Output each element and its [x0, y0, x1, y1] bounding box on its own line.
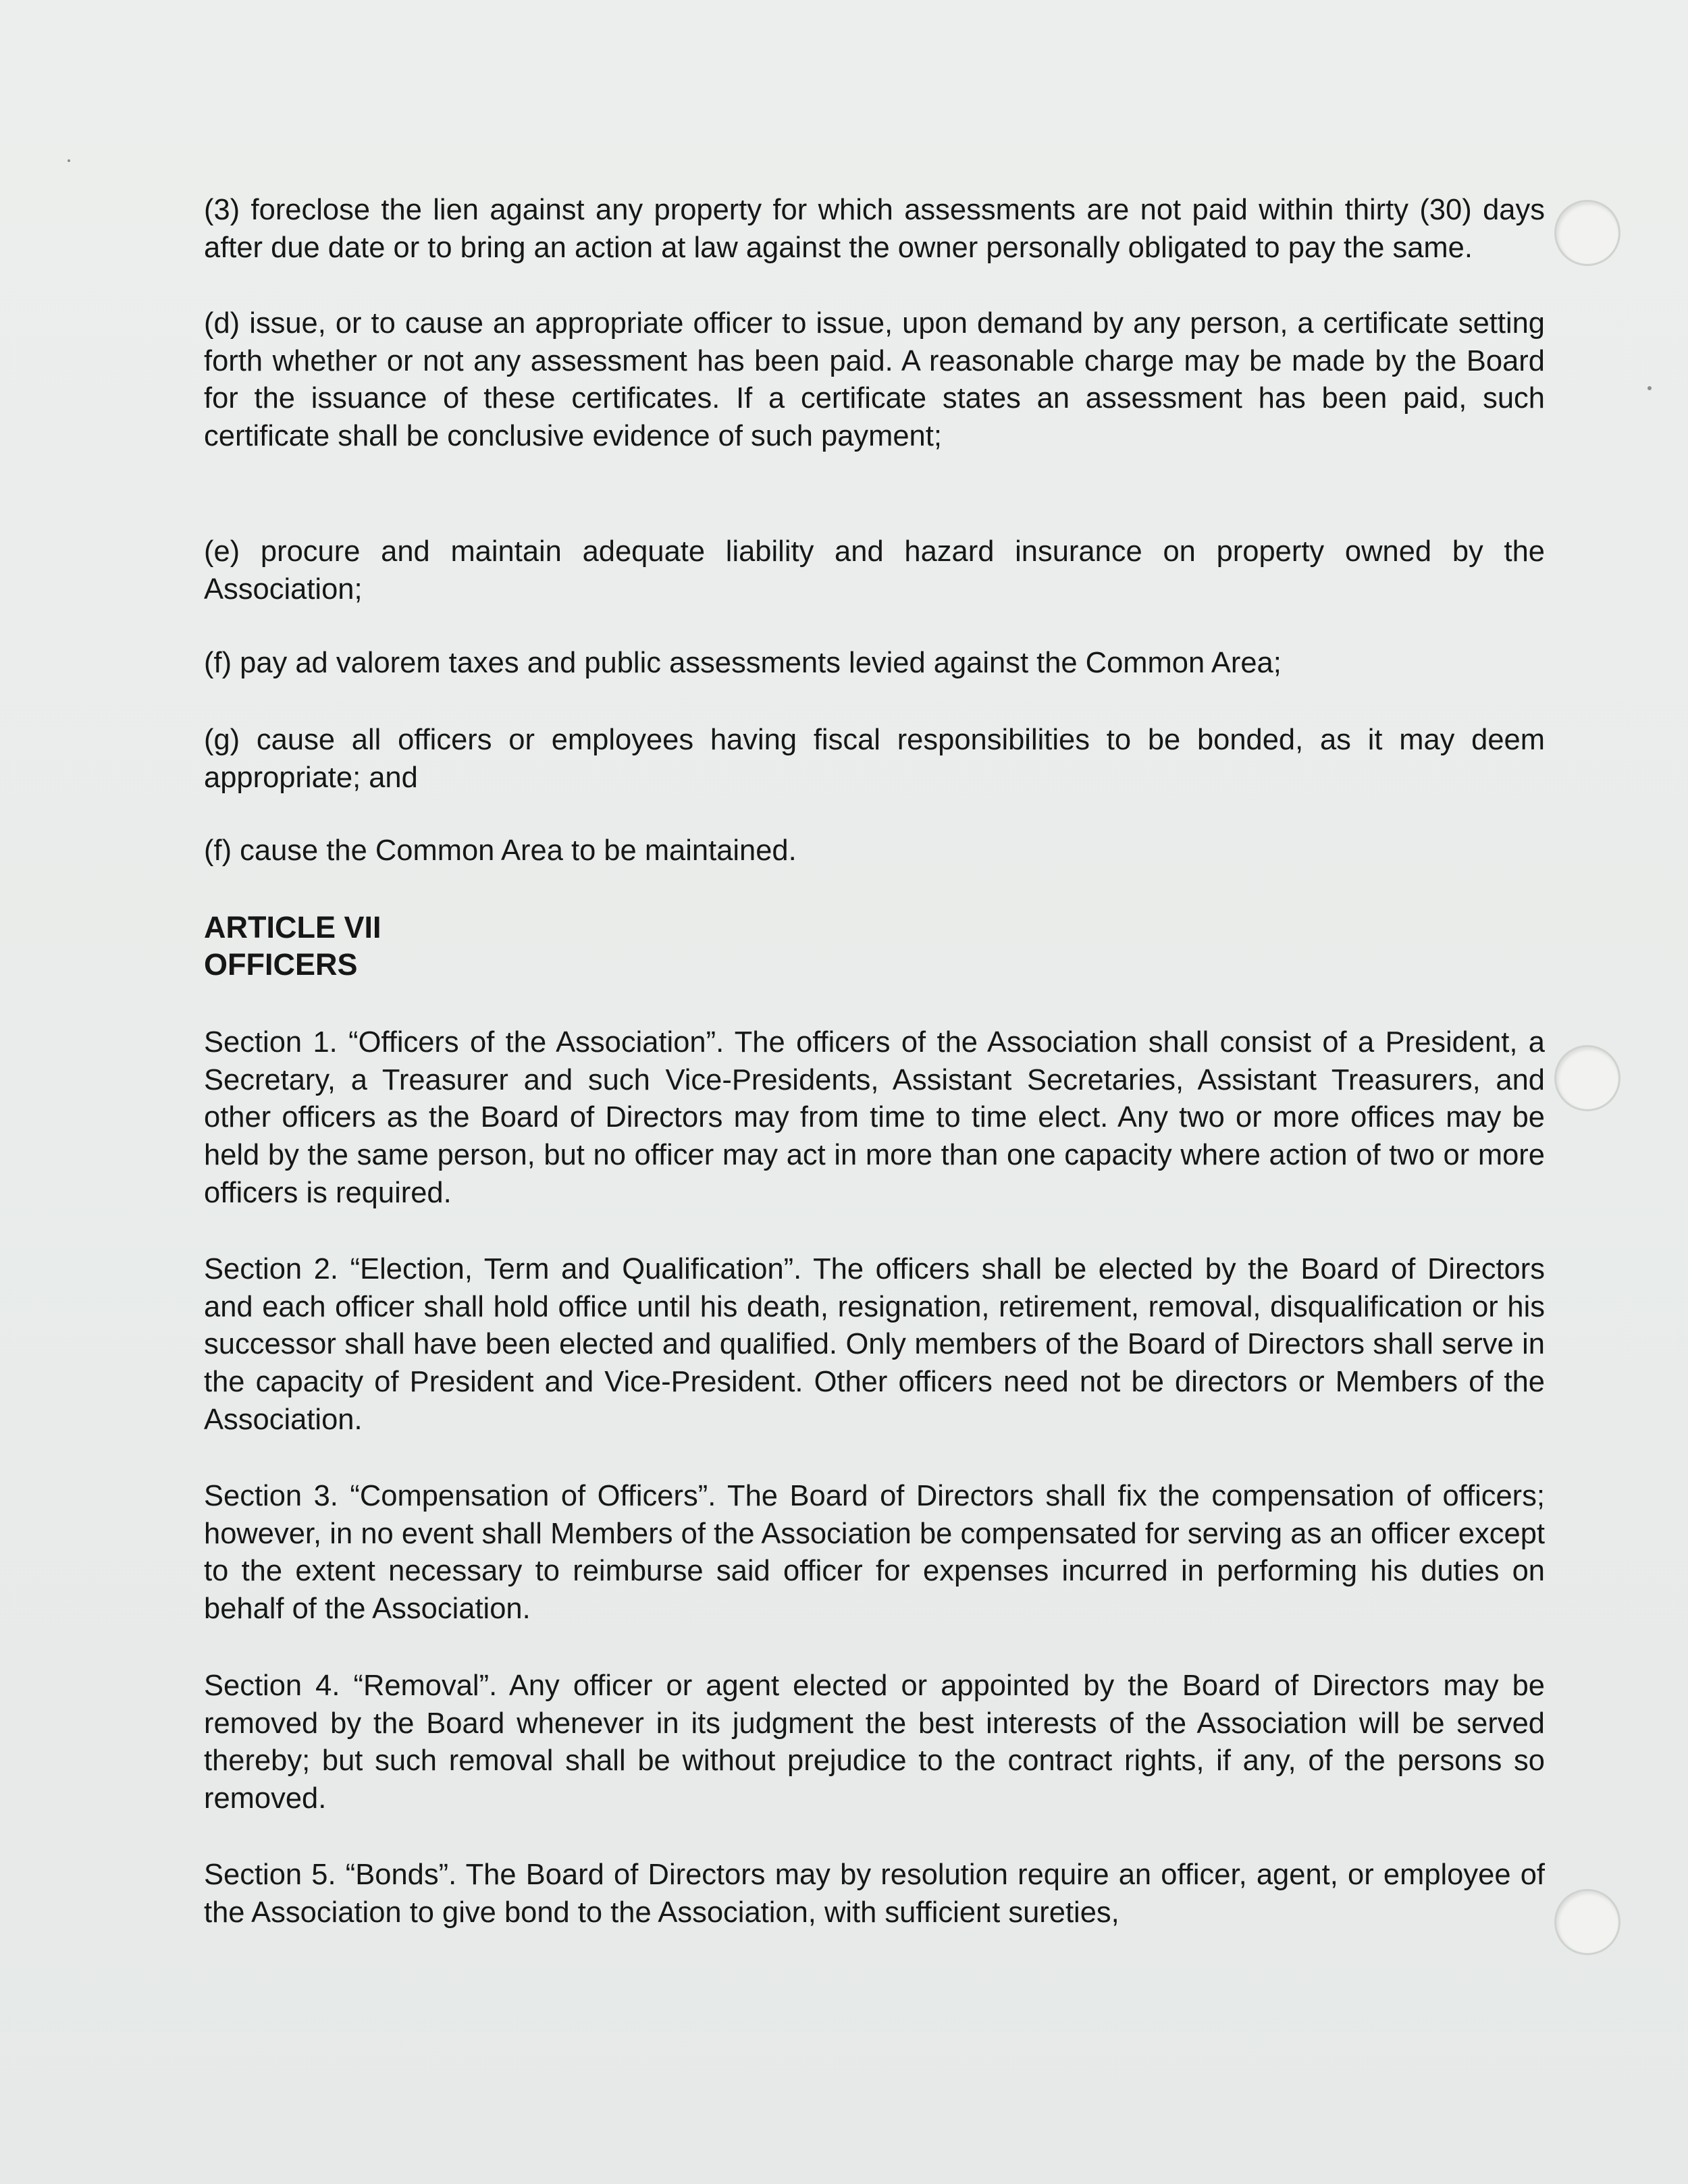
punch-hole-middle [1554, 1045, 1620, 1111]
paragraph-issue-certificate: (d) issue, or to cause an appropriate officer to issue, upon demand by any person, a certificate setting forth whether or not any assessment has been paid. A reasonable charge may be made by the Board for the issuance of these certificates. If a certificate states an assessment has been paid, such certificate shall be conclusive evidence of such payment; [204, 307, 1545, 453]
punch-hole-bottom [1554, 1889, 1620, 1955]
section-2-election: Section 2. “Election, Term and Qualification”. The officers shall be elected by the Board of Directors and each officer shall hold office until his death, resignation, retirement, removal, disqualification or his successor shall have been elected and qualified. Only members of the Board of Directors shall serve in the capacity of President and Vice-President. Other officers need not be directors or Members of the Association. [204, 1253, 1545, 1436]
punch-hole-top [1554, 200, 1620, 266]
paragraph-cause-bonded: (g) cause all officers or employees having fiscal responsibilities to be bonded, as it may deem appropriate; and [204, 724, 1545, 794]
scan-speck [68, 159, 70, 162]
paragraph-foreclose-lien: (3) foreclose the lien against any property for which assessments are not paid within thirty (30) days after due date or to bring an action at law against the owner personally obligated to pay the same. [204, 194, 1545, 264]
article-title-heading: OFFICERS [204, 947, 358, 982]
section-4-removal: Section 4. “Removal”. Any officer or agent elected or appointed by the Board of Directors may be removed by the Board whenever in its judgment the best interests of the Association will be served thereby; but such removal shall be without prejudice to the contract rights, if any, of the persons so removed. [204, 1670, 1545, 1815]
paragraph-pay-taxes: (f) pay ad valorem taxes and public assessments levied against the Common Area; [204, 647, 1282, 679]
scan-speck [1647, 386, 1652, 390]
article-number-heading: ARTICLE VII [204, 910, 381, 944]
section-5-bonds: Section 5. “Bonds”. The Board of Directors may by resolution require an officer, agent, or employee of the Association to give bond to the Association, with sufficient sureties, [204, 1859, 1545, 1929]
paragraph-procure-insurance: (e) procure and maintain adequate liability and hazard insurance on property owned by the Association; [204, 535, 1545, 606]
section-1-officers: Section 1. “Officers of the Association”. The officers of the Association shall consist of a President, a Secretary, a Treasurer and such Vice-Presidents, Assistant Secretaries, Assistant Treasurers, and other officers as the Board of Directors may from time to time elect. Any two or more offices may be held by the same person, but no officer may act in more than one capacity where action of two or more officers is required. [204, 1026, 1545, 1209]
paragraph-common-area-maintained: (f) cause the Common Area to be maintained. [204, 834, 797, 867]
section-3-compensation: Section 3. “Compensation of Officers”. The Board of Directors shall fix the compensation of officers; however, in no event shall Members of the Association be compensated for serving as an officer except to the extent necessary to reimburse said officer for expenses incurred in performing his duties on behalf of the Association. [204, 1480, 1545, 1626]
